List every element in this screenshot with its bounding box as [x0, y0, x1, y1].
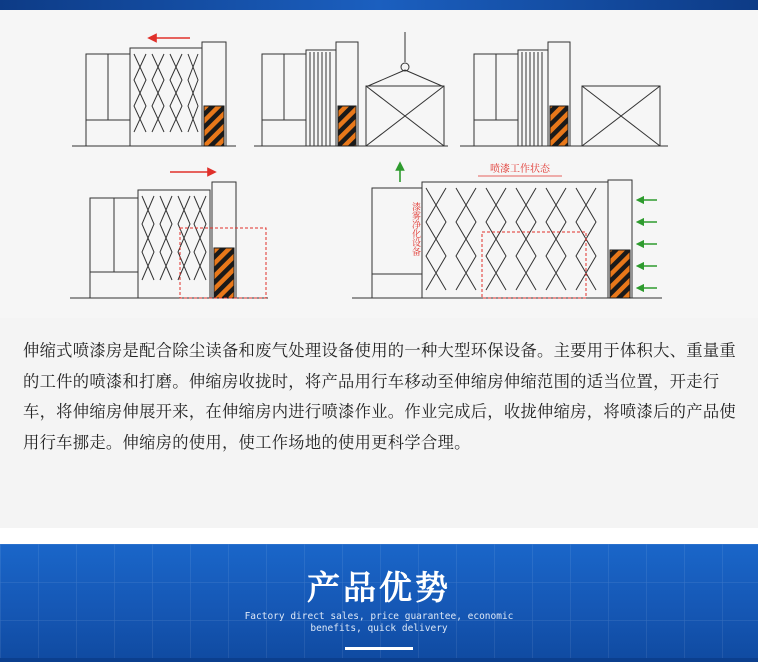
diagram-retracted-moving [72, 38, 236, 146]
section-gap [0, 528, 758, 544]
label-working-state: 喷漆工作状态 [490, 164, 550, 175]
diagram-working-state [352, 166, 662, 298]
diagram-retracted-product [460, 42, 668, 146]
advantages-title: 产品优势 [307, 568, 451, 607]
diagram-panel [0, 10, 758, 318]
product-description: 伸缩式喷漆房是配合除尘读备和废气处理设备使用的一种大型环保设备。主要用于体积大、重量重的工件的喷漆和打磨。伸缩房收拢时，将产品用行车移动至伸缩房伸缩范围的适当位置，开走行车，将伸缩房伸展开来，在伸缩房内进行喷漆作业。作业完成后，收拢伸缩房，将喷漆后的产品使用行车挪走。伸缩房的使用，使工作场地的使用更科学合理。 [23, 341, 736, 452]
top-banner [0, 0, 758, 10]
advantages-subtitle: Factory direct sales, price guarantee, economic benefits, quick delivery [244, 611, 514, 634]
title-underline [345, 647, 413, 650]
label-purify-equipment: 漆雾净化设备 [410, 202, 420, 256]
diagram-retracted-crane [254, 32, 448, 146]
diagram-extending [70, 172, 268, 298]
spray-booth-diagrams [0, 10, 758, 318]
banner-bottom-strip [0, 658, 758, 662]
advantages-banner [0, 544, 758, 662]
